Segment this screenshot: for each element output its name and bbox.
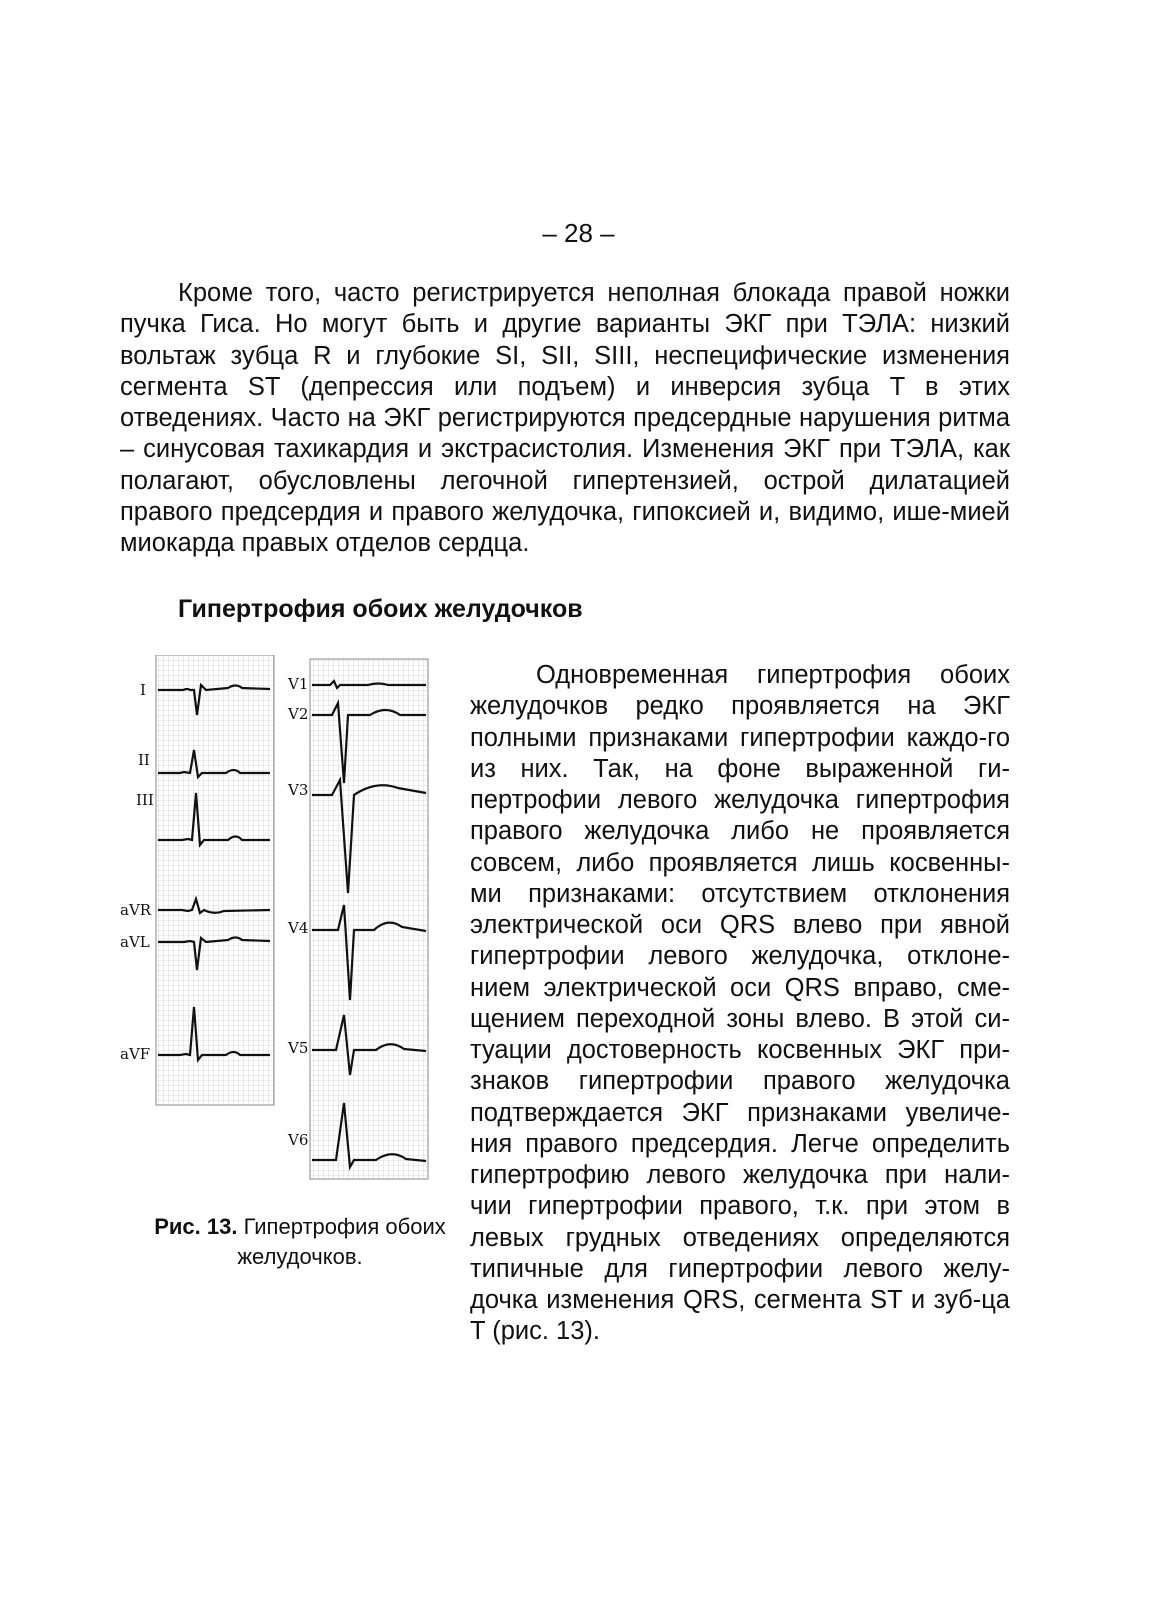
lead-label-v4: V4 — [288, 919, 309, 937]
lead-label-ii: II — [138, 751, 150, 769]
lead-label-iii: III — [136, 791, 154, 809]
figure-caption-text: Гипертрофия обоих желудочков. — [237, 1214, 446, 1269]
page-number: – 28 – — [542, 218, 615, 248]
lead-label-v3: V3 — [288, 781, 309, 799]
chest-leads-grid — [310, 659, 428, 1179]
lead-label-avl: aVL — [120, 933, 150, 951]
lead-label-v1: V1 — [288, 675, 309, 693]
lead-label-i: I — [140, 681, 146, 699]
section-heading: Гипертрофия обоих желудочков — [178, 595, 583, 623]
intro-paragraph: Кроме того, часто регистрируется неполная блокада правой ножки пучка Гиса. Но могут быть и другие варианты ЭКГ при ТЭЛА: низкий вольтаж зубца R и глубокие SI, SII, SIII, неспецифические изменения сегмента ST (депрессия или подъем) и инверсия зубца T в этих отведениях. Часто на ЭКГ регистрируются предсердные нарушения ритма – синусовая тахикардия и экстрасистолия. Изменения ЭКГ при ТЭЛА, как полагают, обусловлены легочной гипертензией, острой дилатацией правого предсердия и правого желудочка, гипоксией и, видимо, ише-мией миокарда правых отделов сердца. — [120, 279, 1010, 558]
section-body: Одновременная гипертрофия обоих желудочков редко проявляется на ЭКГ полными признаками гипертрофии каждо-го из них. Так, на фоне выраженной ги-пертрофии левого желудочка гипертрофия правого желудочка либо не проявляется совсем, либо проявляется лишь косвенны-ми признаками: отсутствием отклонения электрической оси QRS влево при явной гипертрофии левого желудочка, отклоне-нием электрической оси QRS вправо, сме-щением переходной зоны влево. В этой си-туации достоверность косвенных ЭКГ при-знаков гипертрофии правого желудочка подтверждается ЭКГ признаками увеличе-ния правого предсердия. Легче определить гипертрофию левого желудочка при нали-чии гипертрофии правого, т.к. при этом в левых грудных отведениях определяются типичные для гипертрофии левого желу-дочка изменения QRS, сегмента ST и зуб-ца T (рис. 13). — [470, 661, 1010, 1346]
figure-caption-label: Рис. 13. — [154, 1214, 238, 1239]
ecg-traces — [118, 655, 448, 1195]
lead-label-v2: V2 — [288, 705, 309, 723]
lead-label-v6: V6 — [288, 1131, 309, 1149]
lead-label-avf: aVF — [120, 1045, 151, 1063]
ecg-figure — [118, 655, 448, 1195]
limb-leads-grid — [156, 655, 274, 1105]
figure-caption — [150, 1212, 450, 1272]
lead-label-v5: V5 — [288, 1039, 309, 1057]
lead-label-avr: aVR — [120, 901, 152, 919]
